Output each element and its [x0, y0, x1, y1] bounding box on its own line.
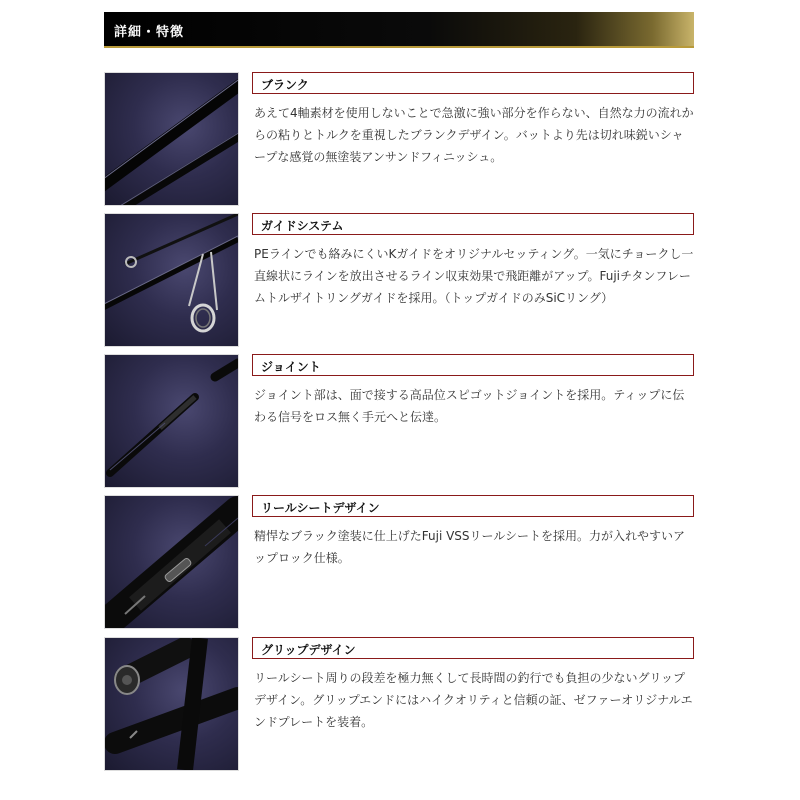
joint-title: ジョイント	[261, 360, 321, 374]
guide-system-title: ガイドシステム	[261, 219, 344, 233]
blank-description: あえて4軸素材を使用しないことで急激に強い部分を作らない、自然な力の流れからの粘りとトルクを重視したブランクデザイン。バットより先は切れ味鋭いシャープな感覚の無塗装アンサンドフィニッシュ。	[254, 106, 694, 164]
blank-title-box	[252, 72, 694, 94]
feature-joint	[104, 354, 694, 486]
feature-reel-seat-design	[104, 495, 694, 627]
feature-grip-design	[104, 637, 694, 769]
reel-seat-title-box	[252, 495, 694, 517]
feature-guide-system	[104, 213, 694, 345]
blank-image	[104, 72, 239, 206]
section-header	[104, 12, 694, 48]
reel-seat-title: リールシートデザイン	[261, 501, 380, 515]
joint-image	[104, 354, 239, 488]
guide-system-image	[104, 213, 239, 347]
guide-system-description: PEラインでも絡みにくいKガイドをオリジナルセッティング。一気にチョークし一直線状にラインを放出させるライン収束効果で飛距離がアップ。Fujiチタンフレームトルザイトリングガイドを採用。（トップガイドのみSiCリング）	[254, 247, 694, 305]
grip-image	[104, 637, 239, 771]
feature-blank	[104, 72, 694, 204]
grip-title-box	[252, 637, 694, 659]
reel-seat-image	[104, 495, 239, 629]
guide-system-title-box	[252, 213, 694, 235]
joint-title-box	[252, 354, 694, 376]
joint-description: ジョイント部は、面で接する高品位スピゴットジョイントを採用。ティップに伝わる信号をロス無く手元へと伝達。	[254, 388, 685, 424]
grip-description: リールシート周りの段差を極力無くして長時間の釣行でも負担の少ないグリップデザイン。グリップエンドにはハイクオリティと信頼の証、ゼファーオリジナルエンドプレートを装着。	[254, 671, 693, 729]
header-title: 詳細・特徴	[114, 25, 185, 40]
blank-title: ブランク	[261, 78, 309, 92]
reel-seat-description: 精悍なブラック塗装に仕上げたFuji VSSリールシートを採用。力が入れやすいアップロック仕様。	[254, 529, 686, 565]
grip-title: グリップデザイン	[261, 643, 356, 657]
